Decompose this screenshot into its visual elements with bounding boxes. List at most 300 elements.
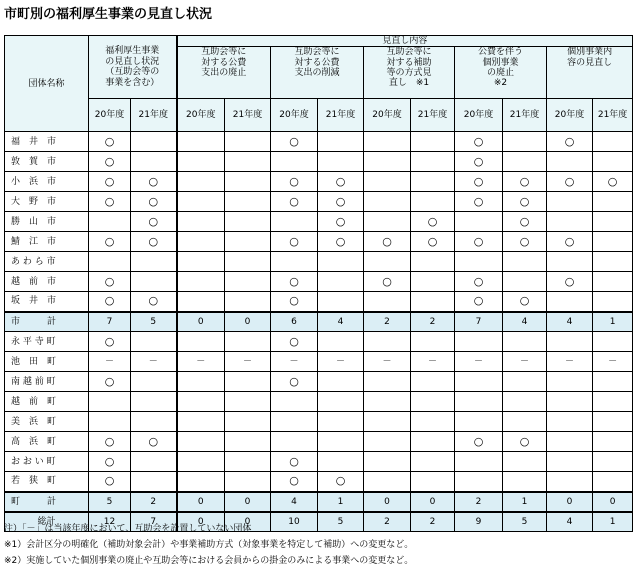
value-cell xyxy=(225,472,271,492)
value-cell xyxy=(503,452,547,472)
value-cell: ○ xyxy=(271,372,318,392)
value-cell: 0 xyxy=(593,492,633,512)
table-row xyxy=(5,472,633,492)
value-cell: 1 xyxy=(593,512,633,532)
value-cell xyxy=(547,412,593,432)
table-row xyxy=(5,212,633,232)
org-name-cell: 永 平 寺 町 xyxy=(5,332,89,352)
page-title: 市町別の福利厚生事業の見直し状況 xyxy=(4,7,213,22)
value-cell: ○ xyxy=(455,292,503,312)
value-cell: － xyxy=(364,352,411,372)
value-cell: ○ xyxy=(271,452,318,472)
value-cell xyxy=(503,372,547,392)
value-cell xyxy=(593,152,633,172)
value-cell xyxy=(411,432,455,452)
value-cell: ○ xyxy=(455,172,503,192)
value-cell xyxy=(318,332,364,352)
value-cell: ○ xyxy=(318,192,364,212)
value-cell xyxy=(364,172,411,192)
value-cell xyxy=(364,132,411,152)
note-1: ※1）会計区分の明確化（補助対象会計）や事業補助方式（対象事業を特定して補助）への変更など。 xyxy=(4,540,414,550)
value-cell xyxy=(318,152,364,172)
value-cell: 4 xyxy=(318,312,364,332)
value-cell xyxy=(364,192,411,212)
value-cell xyxy=(547,372,593,392)
table-row xyxy=(5,172,633,192)
year-header: 21年度 xyxy=(225,99,271,132)
value-cell xyxy=(455,252,503,272)
value-cell xyxy=(177,372,225,392)
org-name-cell: お お い 町 xyxy=(5,452,89,472)
value-cell: 2 xyxy=(411,312,455,332)
org-name-cell: 高 浜 町 xyxy=(5,432,89,452)
value-cell: ○ xyxy=(503,292,547,312)
value-cell: － xyxy=(411,352,455,372)
value-cell: － xyxy=(593,352,633,372)
value-cell xyxy=(593,292,633,312)
org-name-cell: 小 浜 市 xyxy=(5,172,89,192)
table-row xyxy=(5,232,633,252)
table-row xyxy=(5,192,633,212)
value-cell xyxy=(411,412,455,432)
value-cell xyxy=(177,232,225,252)
value-cell: ○ xyxy=(455,272,503,292)
value-cell xyxy=(411,132,455,152)
value-cell: ○ xyxy=(89,272,131,292)
note-dash: 注）「－」は当該年度において、互助会を設置していない団体 xyxy=(4,524,252,534)
value-cell: ○ xyxy=(271,132,318,152)
value-cell: ○ xyxy=(547,232,593,252)
value-cell xyxy=(131,252,177,272)
value-cell: ○ xyxy=(547,132,593,152)
value-cell xyxy=(411,292,455,312)
value-cell: ○ xyxy=(89,232,131,252)
value-cell: ○ xyxy=(271,232,318,252)
table-row xyxy=(5,332,633,352)
value-cell xyxy=(547,472,593,492)
value-cell xyxy=(503,392,547,412)
value-cell: － xyxy=(503,352,547,372)
value-cell: ○ xyxy=(455,132,503,152)
value-cell xyxy=(225,372,271,392)
value-cell xyxy=(411,392,455,412)
value-cell xyxy=(364,152,411,172)
table-row xyxy=(5,432,633,452)
value-cell xyxy=(225,272,271,292)
value-cell xyxy=(411,452,455,472)
subtotal-row xyxy=(5,492,633,512)
value-cell: 2 xyxy=(364,512,411,532)
value-cell: ○ xyxy=(89,432,131,452)
year-header: 20年度 xyxy=(89,99,131,132)
table-row xyxy=(5,132,633,152)
value-cell: 0 xyxy=(177,312,225,332)
value-cell: ○ xyxy=(503,432,547,452)
value-cell xyxy=(177,452,225,472)
value-cell xyxy=(364,472,411,492)
year-header: 21年度 xyxy=(503,99,547,132)
year-header: 21年度 xyxy=(318,99,364,132)
value-cell xyxy=(177,392,225,412)
value-cell xyxy=(225,252,271,272)
value-cell xyxy=(225,332,271,352)
value-cell xyxy=(131,412,177,432)
value-cell xyxy=(271,412,318,432)
table-row xyxy=(5,272,633,292)
value-cell: ○ xyxy=(455,232,503,252)
value-cell: ○ xyxy=(503,212,547,232)
org-name-cell: 総計 xyxy=(5,512,89,532)
value-cell xyxy=(131,392,177,412)
org-name-cell: 福 井 市 xyxy=(5,132,89,152)
value-cell xyxy=(503,252,547,272)
value-cell: ○ xyxy=(411,232,455,252)
value-cell: ○ xyxy=(89,292,131,312)
value-cell xyxy=(318,432,364,452)
value-cell: 0 xyxy=(177,512,225,532)
value-cell xyxy=(271,432,318,452)
value-cell: 1 xyxy=(593,312,633,332)
value-cell: ○ xyxy=(271,272,318,292)
value-cell: 5 xyxy=(318,512,364,532)
value-cell: ○ xyxy=(364,272,411,292)
value-cell xyxy=(225,132,271,152)
value-cell xyxy=(131,472,177,492)
value-cell: 7 xyxy=(131,512,177,532)
value-cell xyxy=(89,412,131,432)
value-cell xyxy=(593,132,633,152)
table-row xyxy=(5,372,633,392)
year-header: 21年度 xyxy=(593,99,633,132)
org-name-cell: 若 狭 町 xyxy=(5,472,89,492)
value-cell xyxy=(225,212,271,232)
value-cell xyxy=(455,412,503,432)
value-cell xyxy=(547,192,593,212)
value-cell xyxy=(593,332,633,352)
value-cell xyxy=(547,392,593,412)
value-cell xyxy=(455,472,503,492)
value-cell: ○ xyxy=(89,132,131,152)
value-cell: 5 xyxy=(503,512,547,532)
value-cell: ○ xyxy=(318,232,364,252)
value-cell: 0 xyxy=(225,492,271,512)
value-cell: ○ xyxy=(271,332,318,352)
value-cell xyxy=(593,232,633,252)
value-cell xyxy=(271,152,318,172)
value-cell: 6 xyxy=(271,312,318,332)
value-cell xyxy=(225,192,271,212)
value-cell xyxy=(547,332,593,352)
sub-header-method: 互助会等に 対する補助 等の方式見 直し ※1 xyxy=(364,47,455,99)
year-header: 20年度 xyxy=(364,99,411,132)
value-cell xyxy=(547,212,593,232)
value-cell xyxy=(225,292,271,312)
sub-header-individual-review: 個別事業内 容の見直し xyxy=(547,47,633,99)
org-name-cell: 鯖 江 市 xyxy=(5,232,89,252)
value-cell xyxy=(131,152,177,172)
value-cell xyxy=(318,132,364,152)
value-cell xyxy=(503,332,547,352)
value-cell: ○ xyxy=(364,232,411,252)
value-cell xyxy=(225,412,271,432)
value-cell xyxy=(411,372,455,392)
value-cell xyxy=(503,472,547,492)
value-cell: ○ xyxy=(131,192,177,212)
org-name-cell: 大 野 市 xyxy=(5,192,89,212)
table-row xyxy=(5,392,633,412)
value-cell: ○ xyxy=(89,372,131,392)
value-cell: ○ xyxy=(411,212,455,232)
value-cell xyxy=(318,252,364,272)
value-cell xyxy=(364,392,411,412)
value-cell xyxy=(364,412,411,432)
value-cell xyxy=(89,392,131,412)
value-cell xyxy=(411,332,455,352)
value-cell xyxy=(593,212,633,232)
value-cell: 0 xyxy=(177,492,225,512)
value-cell xyxy=(547,152,593,172)
value-cell xyxy=(411,472,455,492)
value-cell xyxy=(131,272,177,292)
value-cell: 5 xyxy=(131,312,177,332)
value-cell xyxy=(503,132,547,152)
value-cell: － xyxy=(271,352,318,372)
note-2: ※2）実施していた個別事業の廃止や互助会等における会員からの掛金のみによる事業への変更など。 xyxy=(4,556,414,566)
value-cell: ○ xyxy=(547,272,593,292)
value-cell xyxy=(177,212,225,232)
table-row xyxy=(5,352,633,372)
value-cell: ○ xyxy=(547,172,593,192)
year-header: 21年度 xyxy=(411,99,455,132)
value-cell xyxy=(503,272,547,292)
value-cell: ○ xyxy=(455,192,503,212)
value-cell xyxy=(593,252,633,272)
year-header: 20年度 xyxy=(547,99,593,132)
value-cell xyxy=(89,212,131,232)
value-cell xyxy=(225,232,271,252)
value-cell xyxy=(364,432,411,452)
value-cell: ○ xyxy=(131,232,177,252)
value-cell xyxy=(364,252,411,272)
value-cell xyxy=(177,192,225,212)
value-cell: ○ xyxy=(503,232,547,252)
value-cell: 0 xyxy=(225,512,271,532)
value-cell xyxy=(177,152,225,172)
value-cell xyxy=(593,192,633,212)
value-cell: 0 xyxy=(364,492,411,512)
value-cell: ○ xyxy=(455,432,503,452)
value-cell: ○ xyxy=(89,332,131,352)
value-cell: ○ xyxy=(318,472,364,492)
value-cell xyxy=(593,432,633,452)
value-cell: 4 xyxy=(547,312,593,332)
value-cell: 7 xyxy=(455,312,503,332)
value-cell: 4 xyxy=(503,312,547,332)
value-cell xyxy=(318,292,364,312)
value-cell: 0 xyxy=(547,492,593,512)
value-cell: 4 xyxy=(547,512,593,532)
value-cell: ○ xyxy=(131,432,177,452)
value-cell xyxy=(411,192,455,212)
sub-header-individual-abolish: 公費を伴う 個別事業 の廃止 ※2 xyxy=(455,47,547,99)
value-cell: ○ xyxy=(271,472,318,492)
value-cell xyxy=(364,372,411,392)
value-cell xyxy=(593,392,633,412)
org-name-cell: あ わ ら 市 xyxy=(5,252,89,272)
value-cell: ○ xyxy=(89,452,131,472)
table-row xyxy=(5,292,633,312)
value-cell: ○ xyxy=(593,172,633,192)
value-cell xyxy=(547,452,593,472)
org-name-header: 団体名称 xyxy=(5,36,89,132)
org-name-cell: 南 越 前 町 xyxy=(5,372,89,392)
value-cell xyxy=(225,392,271,412)
value-cell xyxy=(271,212,318,232)
value-cell xyxy=(177,132,225,152)
value-cell xyxy=(271,252,318,272)
value-cell xyxy=(131,332,177,352)
value-cell: ○ xyxy=(318,212,364,232)
value-cell xyxy=(547,252,593,272)
value-cell xyxy=(593,412,633,432)
value-cell: ○ xyxy=(455,152,503,172)
value-cell xyxy=(318,372,364,392)
value-cell xyxy=(271,392,318,412)
value-cell: ○ xyxy=(271,292,318,312)
value-cell: － xyxy=(225,352,271,372)
value-cell xyxy=(318,412,364,432)
value-cell xyxy=(318,272,364,292)
value-cell xyxy=(318,452,364,472)
org-name-cell: 市 計 xyxy=(5,312,89,332)
value-cell xyxy=(547,432,593,452)
value-cell: － xyxy=(455,352,503,372)
value-cell xyxy=(411,252,455,272)
value-cell xyxy=(177,472,225,492)
value-cell xyxy=(503,152,547,172)
value-cell: ○ xyxy=(131,292,177,312)
value-cell: 2 xyxy=(411,512,455,532)
value-cell: ○ xyxy=(271,192,318,212)
value-cell xyxy=(503,412,547,432)
value-cell xyxy=(177,432,225,452)
value-cell xyxy=(131,132,177,152)
value-cell: － xyxy=(547,352,593,372)
org-name-cell: 越 前 市 xyxy=(5,272,89,292)
value-cell: 12 xyxy=(89,512,131,532)
value-cell: 5 xyxy=(89,492,131,512)
table-row xyxy=(5,452,633,472)
value-cell xyxy=(89,252,131,272)
value-cell xyxy=(364,452,411,472)
year-header: 21年度 xyxy=(131,99,177,132)
value-cell: 0 xyxy=(411,492,455,512)
value-cell xyxy=(177,172,225,192)
value-cell xyxy=(131,372,177,392)
review-content-header: 見直し内容 xyxy=(177,36,633,47)
value-cell xyxy=(177,252,225,272)
value-cell: 2 xyxy=(131,492,177,512)
org-name-cell: 坂 井 市 xyxy=(5,292,89,312)
value-cell xyxy=(364,332,411,352)
value-cell: ○ xyxy=(89,172,131,192)
value-cell: ○ xyxy=(131,212,177,232)
value-cell xyxy=(364,292,411,312)
org-name-cell: 越 前 町 xyxy=(5,392,89,412)
org-name-cell: 敦 賀 市 xyxy=(5,152,89,172)
value-cell xyxy=(593,372,633,392)
value-cell: 1 xyxy=(503,492,547,512)
value-cell: ○ xyxy=(503,192,547,212)
value-cell xyxy=(455,452,503,472)
value-cell xyxy=(593,472,633,492)
value-cell: 10 xyxy=(271,512,318,532)
value-cell xyxy=(455,392,503,412)
value-cell: － xyxy=(131,352,177,372)
value-cell xyxy=(225,172,271,192)
org-name-cell: 町 計 xyxy=(5,492,89,512)
value-cell xyxy=(131,452,177,472)
org-name-cell: 池 田 町 xyxy=(5,352,89,372)
value-cell xyxy=(411,172,455,192)
value-cell xyxy=(547,292,593,312)
value-cell: ○ xyxy=(89,152,131,172)
value-cell: 7 xyxy=(89,312,131,332)
value-cell xyxy=(225,432,271,452)
value-cell xyxy=(455,332,503,352)
value-cell: ○ xyxy=(89,192,131,212)
value-cell: 0 xyxy=(225,312,271,332)
sub-header-reduce: 互助会等に 対する公費 支出の削減 xyxy=(271,47,364,99)
value-cell: 1 xyxy=(318,492,364,512)
value-cell: 2 xyxy=(455,492,503,512)
value-cell: － xyxy=(177,352,225,372)
org-name-cell: 美 浜 町 xyxy=(5,412,89,432)
value-cell xyxy=(177,412,225,432)
table-row xyxy=(5,412,633,432)
value-cell xyxy=(177,332,225,352)
value-cell: ○ xyxy=(271,172,318,192)
table-row xyxy=(5,252,633,272)
year-header: 20年度 xyxy=(455,99,503,132)
value-cell xyxy=(411,272,455,292)
value-cell: ○ xyxy=(89,472,131,492)
value-cell: ○ xyxy=(318,172,364,192)
value-cell xyxy=(593,272,633,292)
value-cell: － xyxy=(318,352,364,372)
sub-header-abolish: 互助会等に 対する公費 支出の廃止 xyxy=(177,47,271,99)
value-cell xyxy=(177,292,225,312)
value-cell xyxy=(225,452,271,472)
value-cell xyxy=(455,372,503,392)
value-cell: － xyxy=(89,352,131,372)
value-cell: 2 xyxy=(364,312,411,332)
value-cell xyxy=(225,152,271,172)
value-cell: 4 xyxy=(271,492,318,512)
value-cell xyxy=(455,212,503,232)
year-header: 20年度 xyxy=(271,99,318,132)
table-row xyxy=(5,152,633,172)
value-cell: ○ xyxy=(131,172,177,192)
review-status-table xyxy=(4,35,633,532)
value-cell xyxy=(318,392,364,412)
value-cell xyxy=(364,212,411,232)
org-name-cell: 勝 山 市 xyxy=(5,212,89,232)
value-cell: 9 xyxy=(455,512,503,532)
value-cell xyxy=(593,452,633,472)
year-header: 20年度 xyxy=(177,99,225,132)
subtotal-row xyxy=(5,312,633,332)
